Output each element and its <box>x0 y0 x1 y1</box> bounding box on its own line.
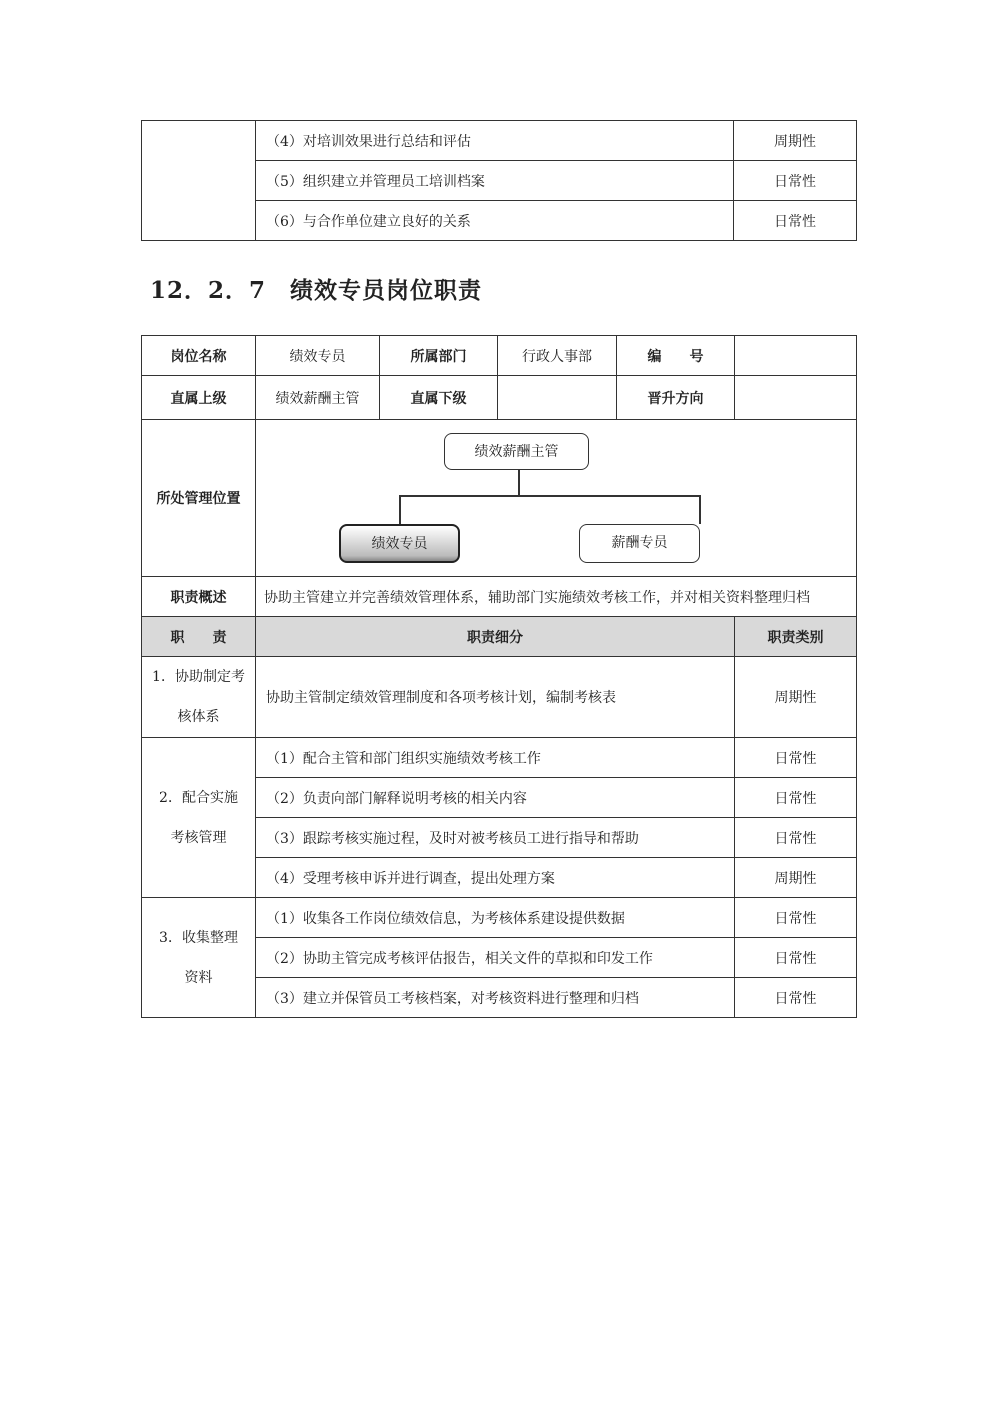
table-row <box>142 898 857 938</box>
table-row <box>142 657 857 738</box>
summary-text: 协助主管建立并完善绩效管理体系，辅助部门实施绩效考核工作，并对相关资料整理归档 <box>256 577 857 617</box>
duty-type: 日常性 <box>735 818 857 858</box>
duty-name-line: 考核管理 <box>170 829 227 846</box>
duty-name-cell <box>142 121 256 241</box>
table-row <box>142 121 857 161</box>
col-duty: 职 责 <box>142 617 256 657</box>
info-row-1 <box>142 336 857 376</box>
duty-detail: 协助主管制定绩效管理制度和各项考核计划，编制考核表 <box>256 657 735 738</box>
org-chart-row <box>142 420 857 577</box>
info-row-2 <box>142 376 857 420</box>
duty-type: 周期性 <box>735 858 857 898</box>
org-chart <box>256 420 857 577</box>
duty-type: 日常性 <box>735 978 857 1018</box>
duty-detail: （1）收集各工作岗位绩效信息，为考核体系建设提供数据 <box>256 898 735 938</box>
duty-name <box>142 898 256 1018</box>
number-label: 编 号 <box>617 336 735 376</box>
duty-type: 周期性 <box>735 657 857 738</box>
org-node-peer: 薪酬专员 <box>579 524 700 563</box>
duty-name <box>142 738 256 898</box>
org-connector <box>399 495 401 524</box>
org-connector <box>399 495 700 497</box>
col-detail: 职责细分 <box>256 617 735 657</box>
summary-row <box>142 577 857 617</box>
col-type: 职责类别 <box>735 617 857 657</box>
org-label: 所处管理位置 <box>142 420 256 577</box>
table-row <box>142 738 857 778</box>
duty-type: 日常性 <box>735 738 857 778</box>
section-heading: 12．2．7 绩效专员岗位职责 <box>150 277 483 304</box>
column-header-row <box>142 617 857 657</box>
duty-type: 日常性 <box>735 898 857 938</box>
summary-label: 职责概述 <box>142 577 256 617</box>
promotion-value <box>735 376 857 420</box>
duty-detail: （2）协助主管完成考核评估报告，相关文件的草拟和印发工作 <box>256 938 735 978</box>
superior-label: 直属上级 <box>142 376 256 420</box>
duty-type: 日常性 <box>734 201 857 241</box>
duty-type: 日常性 <box>734 161 857 201</box>
duty-detail: （3）跟踪考核实施过程，及时对被考核员工进行指导和帮助 <box>256 818 735 858</box>
superior-value: 绩效薪酬主管 <box>256 376 380 420</box>
org-connector <box>699 495 701 524</box>
subordinate-label: 直属下级 <box>380 376 498 420</box>
duty-type: 周期性 <box>734 121 857 161</box>
subordinate-value <box>498 376 617 420</box>
duty-detail: （6）与合作单位建立良好的关系 <box>256 201 734 241</box>
number-value <box>735 336 857 376</box>
duty-detail: （4）对培训效果进行总结和评估 <box>256 121 734 161</box>
duty-name-line: 3．收集整理 <box>159 929 238 946</box>
org-node-supervisor: 绩效薪酬主管 <box>444 433 589 470</box>
duty-name-line: 1．协助制定考 <box>152 669 245 685</box>
duty-type: 日常性 <box>735 938 857 978</box>
duty-name-line: 资料 <box>184 969 213 986</box>
duty-detail: （4）受理考核申诉并进行调查，提出处理方案 <box>256 858 735 898</box>
duty-type: 日常性 <box>735 778 857 818</box>
org-connector <box>518 470 520 495</box>
dept-value: 行政人事部 <box>498 336 617 376</box>
duty-detail: （1）配合主管和部门组织实施绩效考核工作 <box>256 738 735 778</box>
duty-name-line: 2．配合实施 <box>159 789 238 806</box>
job-description-table <box>141 335 857 1018</box>
promotion-label: 晋升方向 <box>617 376 735 420</box>
position-label: 岗位名称 <box>142 336 256 376</box>
duty-detail: （2）负责向部门解释说明考核的相关内容 <box>256 778 735 818</box>
duty-name-line: 核体系 <box>177 709 220 725</box>
position-value: 绩效专员 <box>256 336 380 376</box>
duty-name <box>142 657 256 738</box>
dept-label: 所属部门 <box>380 336 498 376</box>
duty-detail: （5）组织建立并管理员工培训档案 <box>256 161 734 201</box>
previous-duty-table <box>141 120 857 241</box>
org-node-current: 绩效专员 <box>339 524 460 563</box>
duty-detail: （3）建立并保管员工考核档案，对考核资料进行整理和归档 <box>256 978 735 1018</box>
